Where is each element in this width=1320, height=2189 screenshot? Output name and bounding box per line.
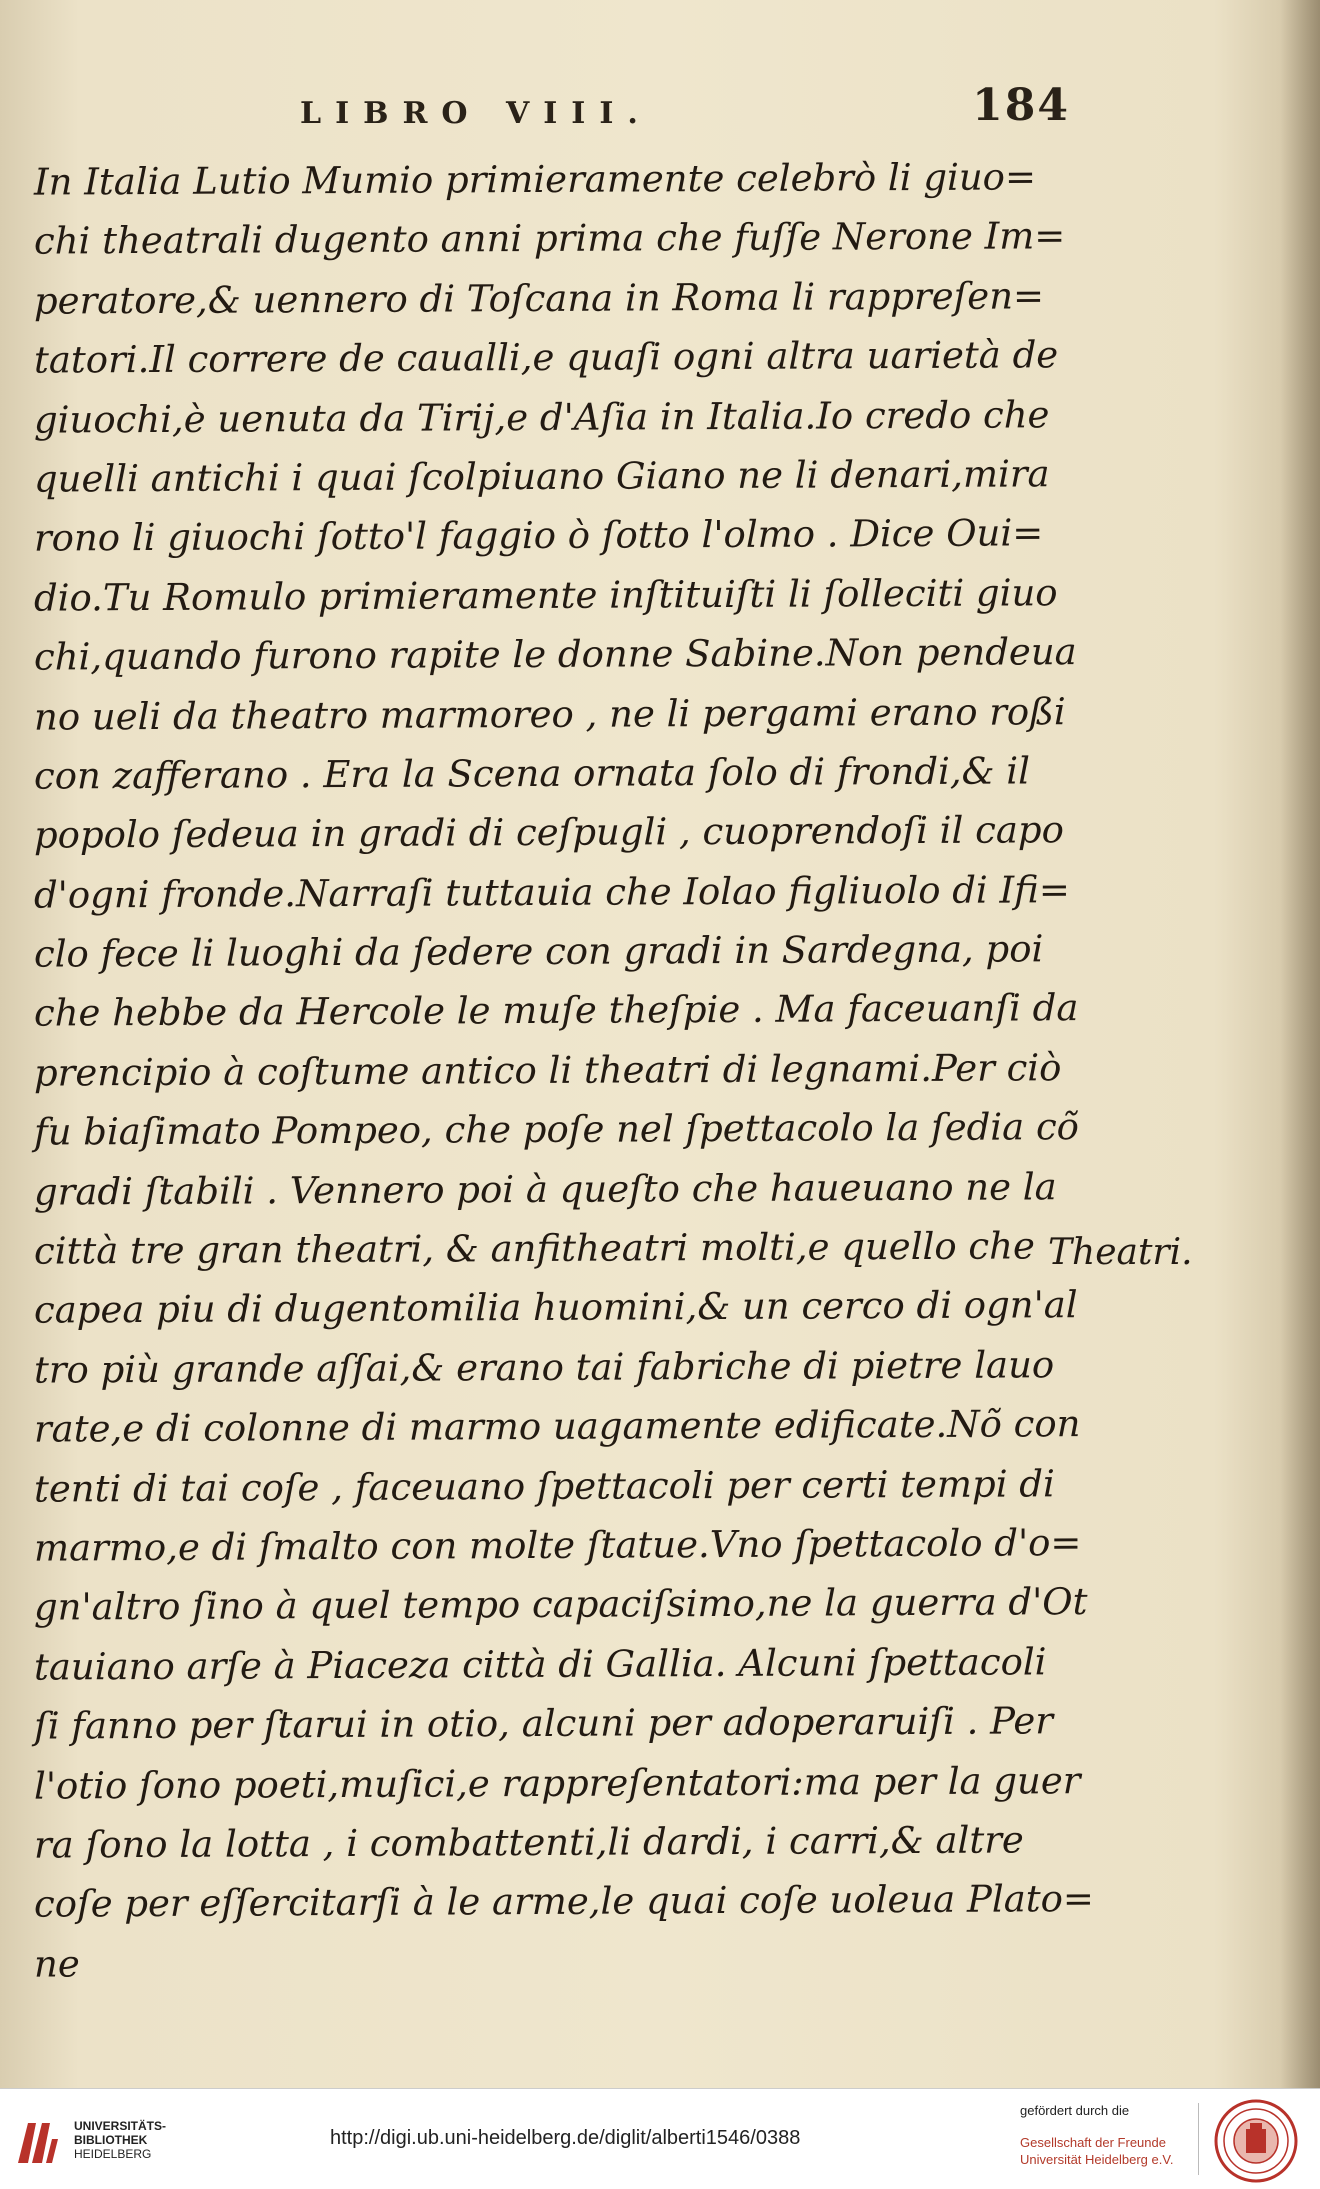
sponsor-name-line: Universität Heidelberg e.V. xyxy=(1020,2152,1174,2167)
text-line: giuochi,è uenuta da Tirij,e d'Aſia in Italia.Io credo che xyxy=(34,392,1050,442)
text-line: tenti di tai coſe , faceuano ſpettacoli per certi tempi di xyxy=(34,1461,1055,1511)
text-line: peratore,& uennero di Toſcana in Roma li rappreſen= xyxy=(34,274,1045,323)
text-line: ſi fanno per ſtarui in otio, alcuni per adoperaruiſi . Per xyxy=(34,1699,1053,1748)
text-line: che hebbe da Hercole le muſe theſpie . Ma faceuanſi da xyxy=(34,986,1079,1036)
text-line: chi theatrali dugento anni prima che fuſſe Nerone Im= xyxy=(34,214,1066,264)
text-line: In Italia Lutio Mumio primieramente celebrò li giuo= xyxy=(34,155,1036,204)
library-name-line: UNIVERSITÄTS- xyxy=(74,2119,167,2133)
body-text xyxy=(34,150,1094,1991)
running-title: LIBRO VIII. xyxy=(300,96,652,131)
text-line: gradi ſtabili . Vennero poi à queſto che haueuano ne la xyxy=(34,1164,1057,1214)
text-line: popolo ſedeua in gradi di ceſpugli , cuoprendoſi il capo xyxy=(34,808,1064,857)
text-line: città tre gran theatri, & anfitheatri molti,e quello che xyxy=(34,1224,1035,1273)
sponsor-name-line: Gesellschaft der Freunde xyxy=(1020,2135,1166,2150)
permalink-url[interactable]: http://digi.ub.uni-heidelberg.de/diglit/alberti1546/0388 xyxy=(330,2127,801,2149)
text-line: chi,quando furono rapite le donne Sabine.Non pendeua xyxy=(34,630,1077,679)
marginal-note: Theatri. xyxy=(1048,1232,1193,1273)
text-line: rate,e di colonne di marmo uagamente edificate.Nõ con xyxy=(34,1402,1081,1451)
ub-heidelberg-logo-icon xyxy=(14,2119,60,2167)
text-line: ne xyxy=(34,1942,80,1986)
library-name-line: HEIDELBERG xyxy=(74,2147,152,2161)
text-line: quelli antichi i quai ſcolpiuano Giano ne li denari,mira xyxy=(34,452,1050,501)
text-line: dio.Tu Romulo primieramente inſtituiſti li ſolleciti giuo xyxy=(34,570,1058,620)
text-line: con zafferano . Era la Scena ornata ſolo di frondi,& il xyxy=(34,749,1030,798)
text-line: no ueli da theatro marmoreo , ne li pergami erano roßi xyxy=(34,689,1066,739)
text-line: coſe per eſſercitarſi à le arme,le quai coſe uoleua Plato= xyxy=(34,1877,1094,1926)
text-line: fu biaſimato Pompeo, che poſe nel ſpettacolo la ſedia cõ xyxy=(34,1105,1079,1154)
text-line: tatori.Il correre de caualli,e quaſi ogni altra uarietà de xyxy=(34,333,1059,382)
text-line: gn'altro ſino à quel tempo capaciſsimo,ne la guerra d'Ot xyxy=(34,1580,1088,1629)
text-line: tro più grande aſſai,& erano tai fabriche di pietre lauo xyxy=(34,1343,1055,1392)
library-name xyxy=(74,2119,194,2161)
text-line: rono li giuochi ſotto'l faggio ò ſotto l'olmo . Dice Oui= xyxy=(34,511,1044,560)
text-line: clo fece li luoghi da ſedere con gradi in Sardegna, poi xyxy=(34,927,1044,976)
text-line: d'ogni fronde.Narraſi tuttauia che Iolao figliuolo di Ifi= xyxy=(34,867,1070,917)
viewer-footer xyxy=(0,2088,1320,2189)
text-line: capea piu di dugentomilia huomini,& un cerco di ogn'al xyxy=(34,1283,1078,1333)
text-line: tauiano arſe à Piaceza città di Gallia. Alcuni ſpettacoli xyxy=(34,1640,1047,1689)
page-header xyxy=(300,78,1080,138)
sponsor-intro: gefördert durch die xyxy=(1020,2103,1130,2118)
text-line: prencipio à coſtume antico li theatri di legnami.Per ciò xyxy=(34,1046,1062,1095)
text-line: marmo,e di ſmalto con molte ſtatue.Vno ſpettacolo d'o= xyxy=(34,1521,1082,1570)
text-line: l'otio ſono poeti,muſici,e rappreſentatori:ma per la guer xyxy=(34,1758,1081,1808)
footer-divider xyxy=(1198,2103,1199,2175)
text-line: ra ſono la lotta , i combattenti,li dardi, i carri,& altre xyxy=(34,1818,1024,1867)
library-name-line: BIBLIOTHEK xyxy=(74,2133,148,2147)
sponsor-block xyxy=(1020,2103,1190,2168)
university-seal-icon[interactable] xyxy=(1214,2099,1298,2183)
page-number: 184 xyxy=(972,80,1070,131)
